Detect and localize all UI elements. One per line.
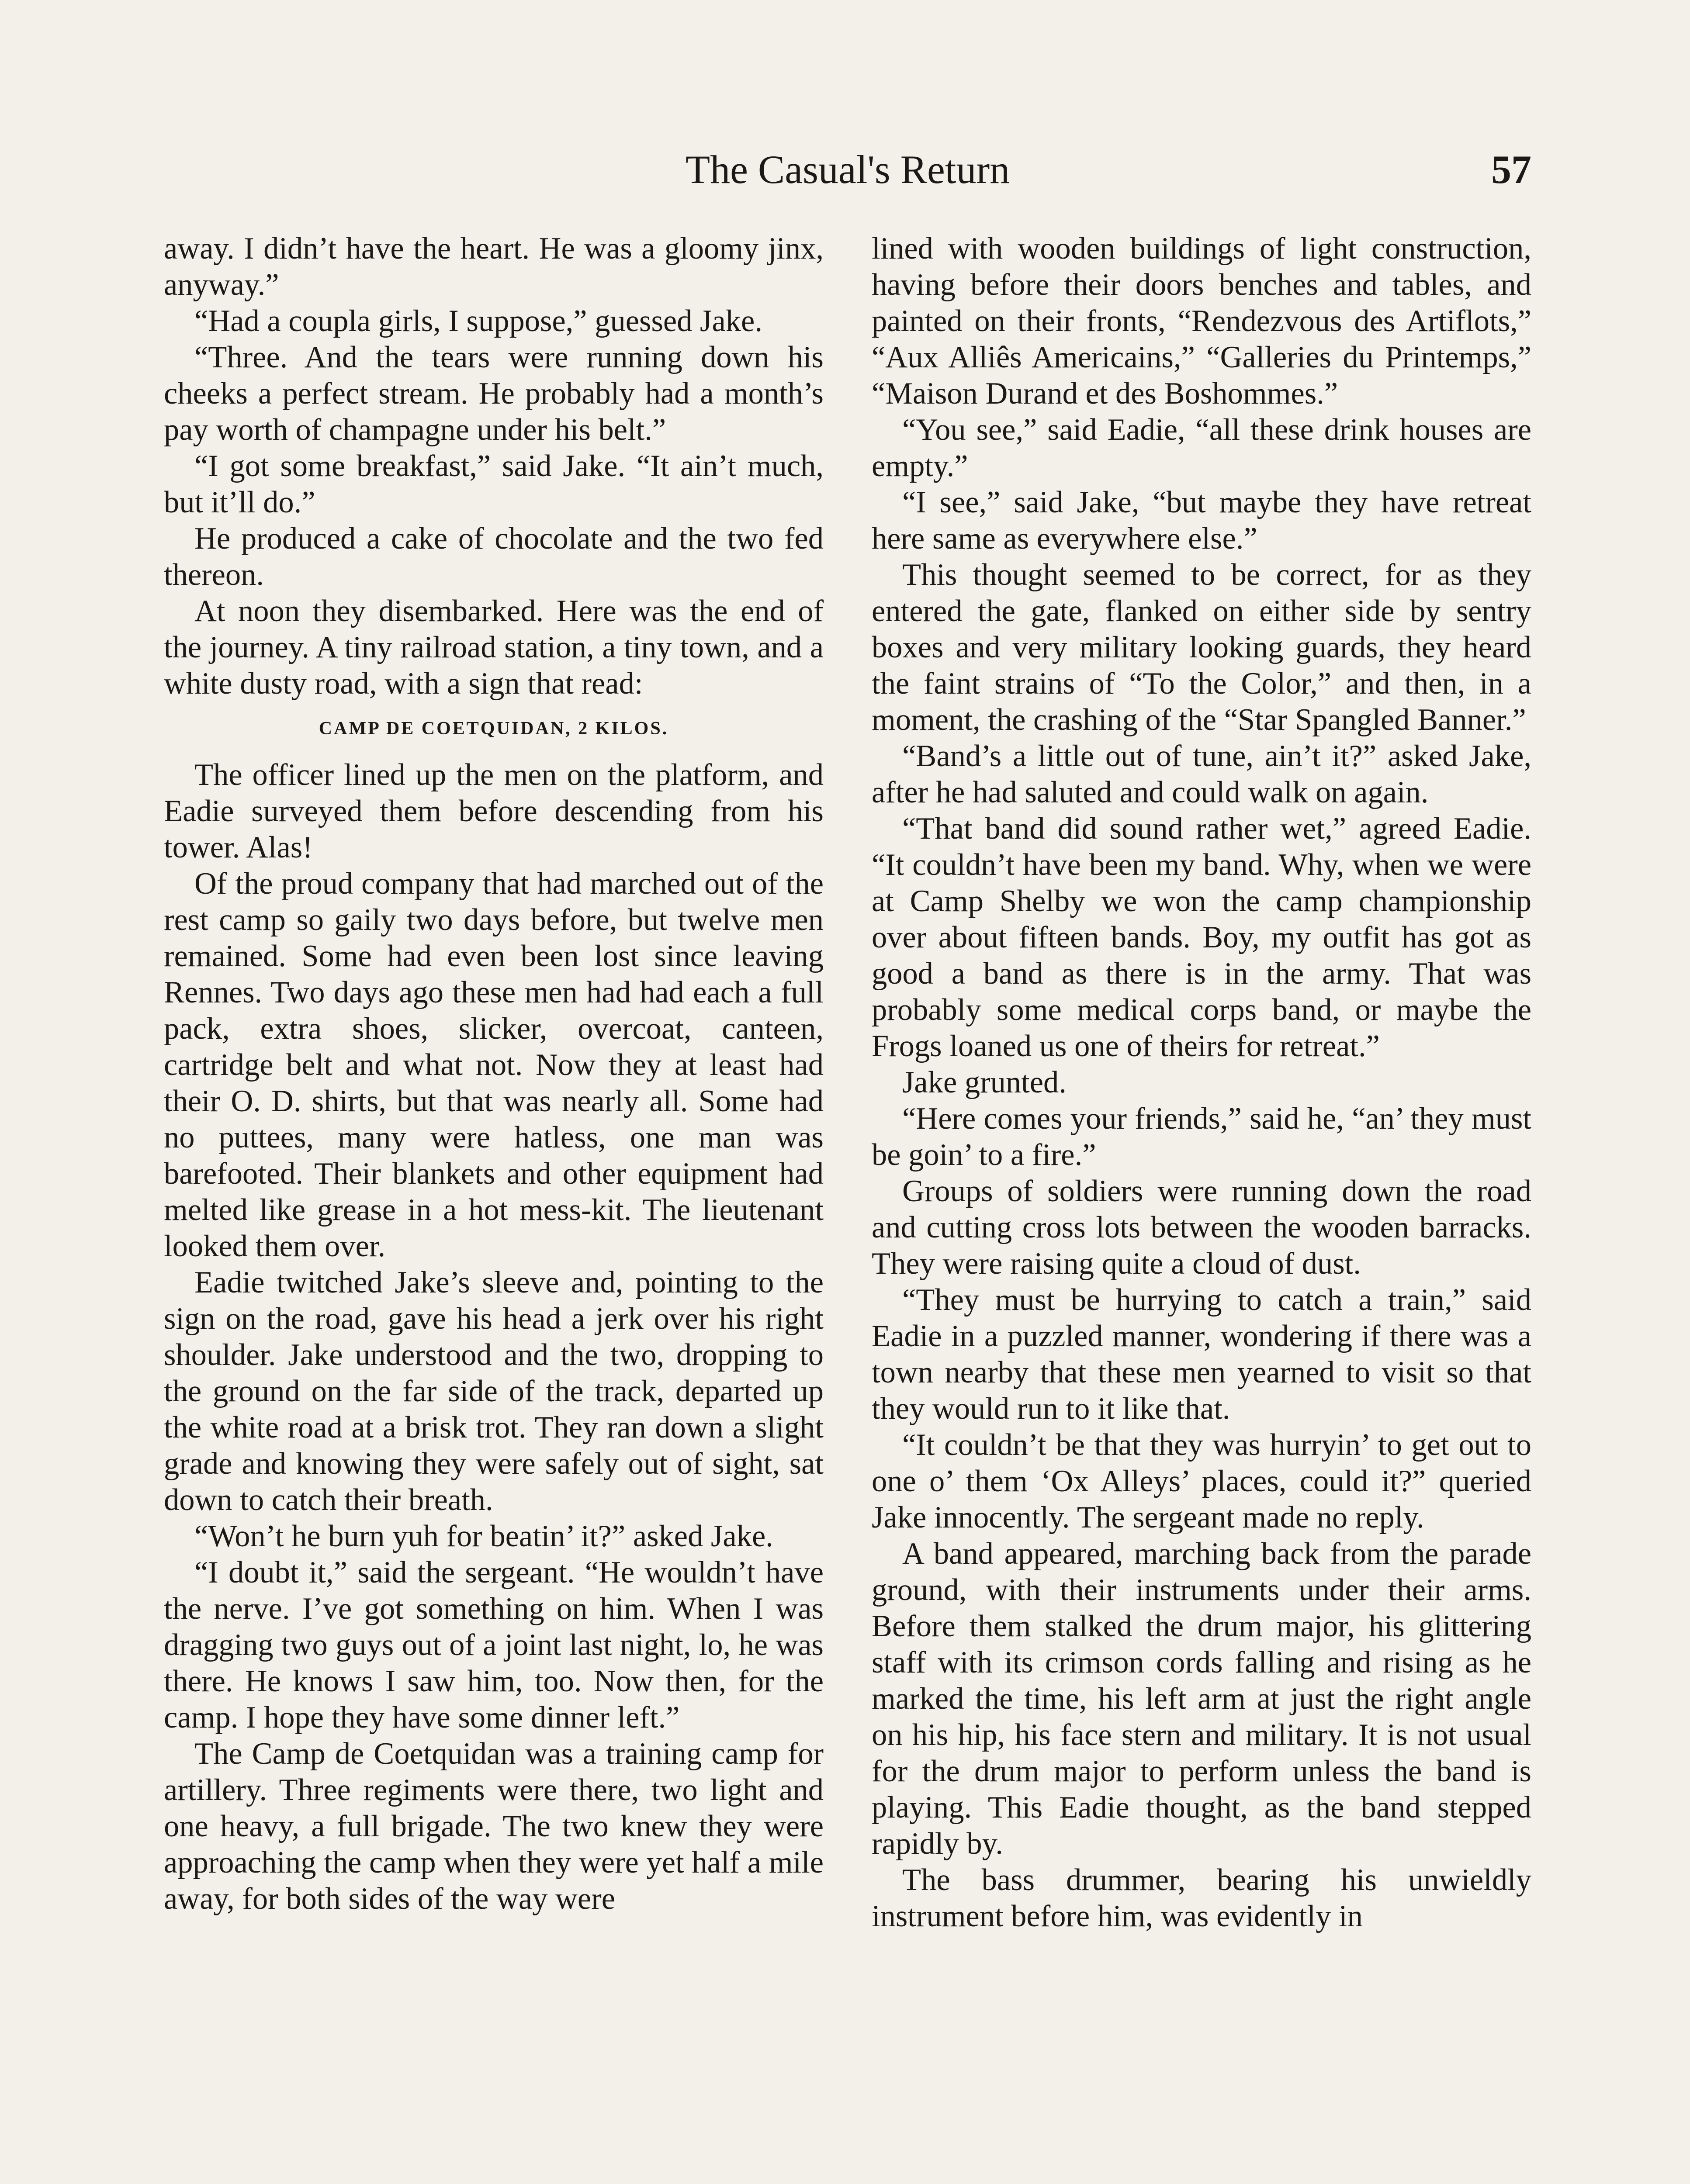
paragraph: Eadie twitched Jake’s sleeve and, pointing to the sign on the road, gave his head a jerk over his right shoulder. Jake understood and the two, dropping to the ground on the far side of the track, departed up the white road at a brisk trot. They ran down a slight grade and knowing they were safely out of sight, sat down to catch their breath. [164,1265,824,1517]
paragraph: He produced a cake of chocolate and the two fed thereon. [164,522,824,592]
paragraph: “Had a coupla girls, I suppose,” guessed Jake. [194,304,762,338]
paragraph: The officer lined up the men on the platform, and Eadie surveyed them before descending from his tower. Alas! [164,758,824,864]
paragraph: Jake grunted. [902,1065,1067,1099]
paragraph: “It couldn’t be that they was hurryin’ to get out to one o’ them ‘Ox Alleys’ places, could it?” queried Jake innocently. The sergeant made no reply. [872,1428,1531,1534]
page-header [164,139,1531,209]
paragraph: At noon they disembarked. Here was the end of the journey. A tiny railroad station, a tiny town, and a white dusty road, with a sign that read: [164,594,824,701]
paragraph: “Band’s a little out of tune, ain’t it?” asked Jake, after he had saluted and could walk on again. [872,739,1531,809]
paragraph: Of the proud company that had marched out of the rest camp so gaily two days before, but twelve men remained. Some had even been lost since leaving Rennes. Two days ago these men had had each a full pack, extra shoes, slicker, overcoat, canteen, cartridge belt and what not. Now they at least had their O. D. shirts, but that was nearly all. Some had no puttees, many were hatless, one man was barefooted. Their blankets and other equipment had melted like grease in a hot mess-kit. The lieutenant looked them over. [164,867,824,1263]
paragraph: Groups of soldiers were running down the road and cutting cross lots between the wooden barracks. They were raising quite a cloud of dust. [872,1174,1531,1281]
paragraph: “You see,” said Eadie, “all these drink houses are empty.” [872,413,1531,483]
paragraph: “Three. And the tears were running down his cheeks a perfect stream. He probably had a month’s pay worth of champagne under his belt.” [164,340,824,447]
paragraph: A band appeared, marching back from the parade ground, with their instruments under their arms. Before them stalked the drum major, his glittering staff with its crimson cords falling and rising as he marked the time, his left arm at just the right angle on his hip, his face stern and military. It is not usual for the drum major to perform unless the band is playing. This Eadie thought, as the band stepped rapidly by. [872,1537,1531,1861]
page-number: 57 [1491,147,1531,192]
paragraph: This thought seemed to be correct, for as they entered the gate, flanked on either side by sentry boxes and very military looking guards, they heard the faint strains of “To the Color,” and then, in a moment, the crashing of the “Star Spangled Banner.” [872,558,1531,737]
paragraph: “I got some breakfast,” said Jake. “It ain’t much, but it’ll do.” [164,449,824,519]
paragraph: “Here comes your friends,” said he, “an’ they must be goin’ to a fire.” [872,1102,1531,1172]
road-sign-text: CAMP DE COETQUIDAN, 2 KILOS. [319,719,669,739]
running-title: The Casual's Return [685,147,1010,192]
paragraph: “Won’t he burn yuh for beatin’ it?” asked Jake. [194,1519,773,1553]
paragraph: lined with wooden buildings of light construction, having before their doors benches and tables, and painted on their fronts, “Rendezvous des Artiflots,” “Aux Alliês Americains,” “Galleries du Printemps,” “Maison Durand et des Boshommes.” [872,232,1531,411]
paragraph: away. I didn’t have the heart. He was a gloomy jinx, anyway.” [164,232,824,302]
paragraph: The Camp de Coetquidan was a training camp for artillery. Three regiments were there, two light and one heavy, a full brigade. The two knew they were approaching the camp when they were yet half a mile away, for both sides of the way were [164,1737,824,1916]
paragraph: The bass drummer, bearing his unwieldly instrument before him, was evidently in [872,1863,1531,1933]
paragraph: “They must be hurrying to catch a train,” said Eadie in a puzzled manner, wondering if there was a town nearby that these men yearned to visit so that they would run to it like that. [872,1283,1531,1426]
paragraph: “I doubt it,” said the sergeant. “He wouldn’t have the nerve. I’ve got something on him. When I was dragging two guys out of a joint last night, lo, he was there. He knows I saw him, too. Now then, for the camp. I hope they have some dinner left.” [164,1555,824,1735]
paragraph: “That band did sound rather wet,” agreed Eadie. “It couldn’t have been my band. Why, when we were at Camp Shelby we won the camp championship over about fifteen bands. Boy, my outfit has got as good a band as there is in the army. That was probably some medical corps band, or maybe the Frogs loaned us one of theirs for retreat.” [872,812,1531,1063]
paragraph: “I see,” said Jake, “but maybe they have retreat here same as everywhere else.” [872,485,1531,556]
left-column [164,231,824,2184]
right-column [872,231,1531,2184]
